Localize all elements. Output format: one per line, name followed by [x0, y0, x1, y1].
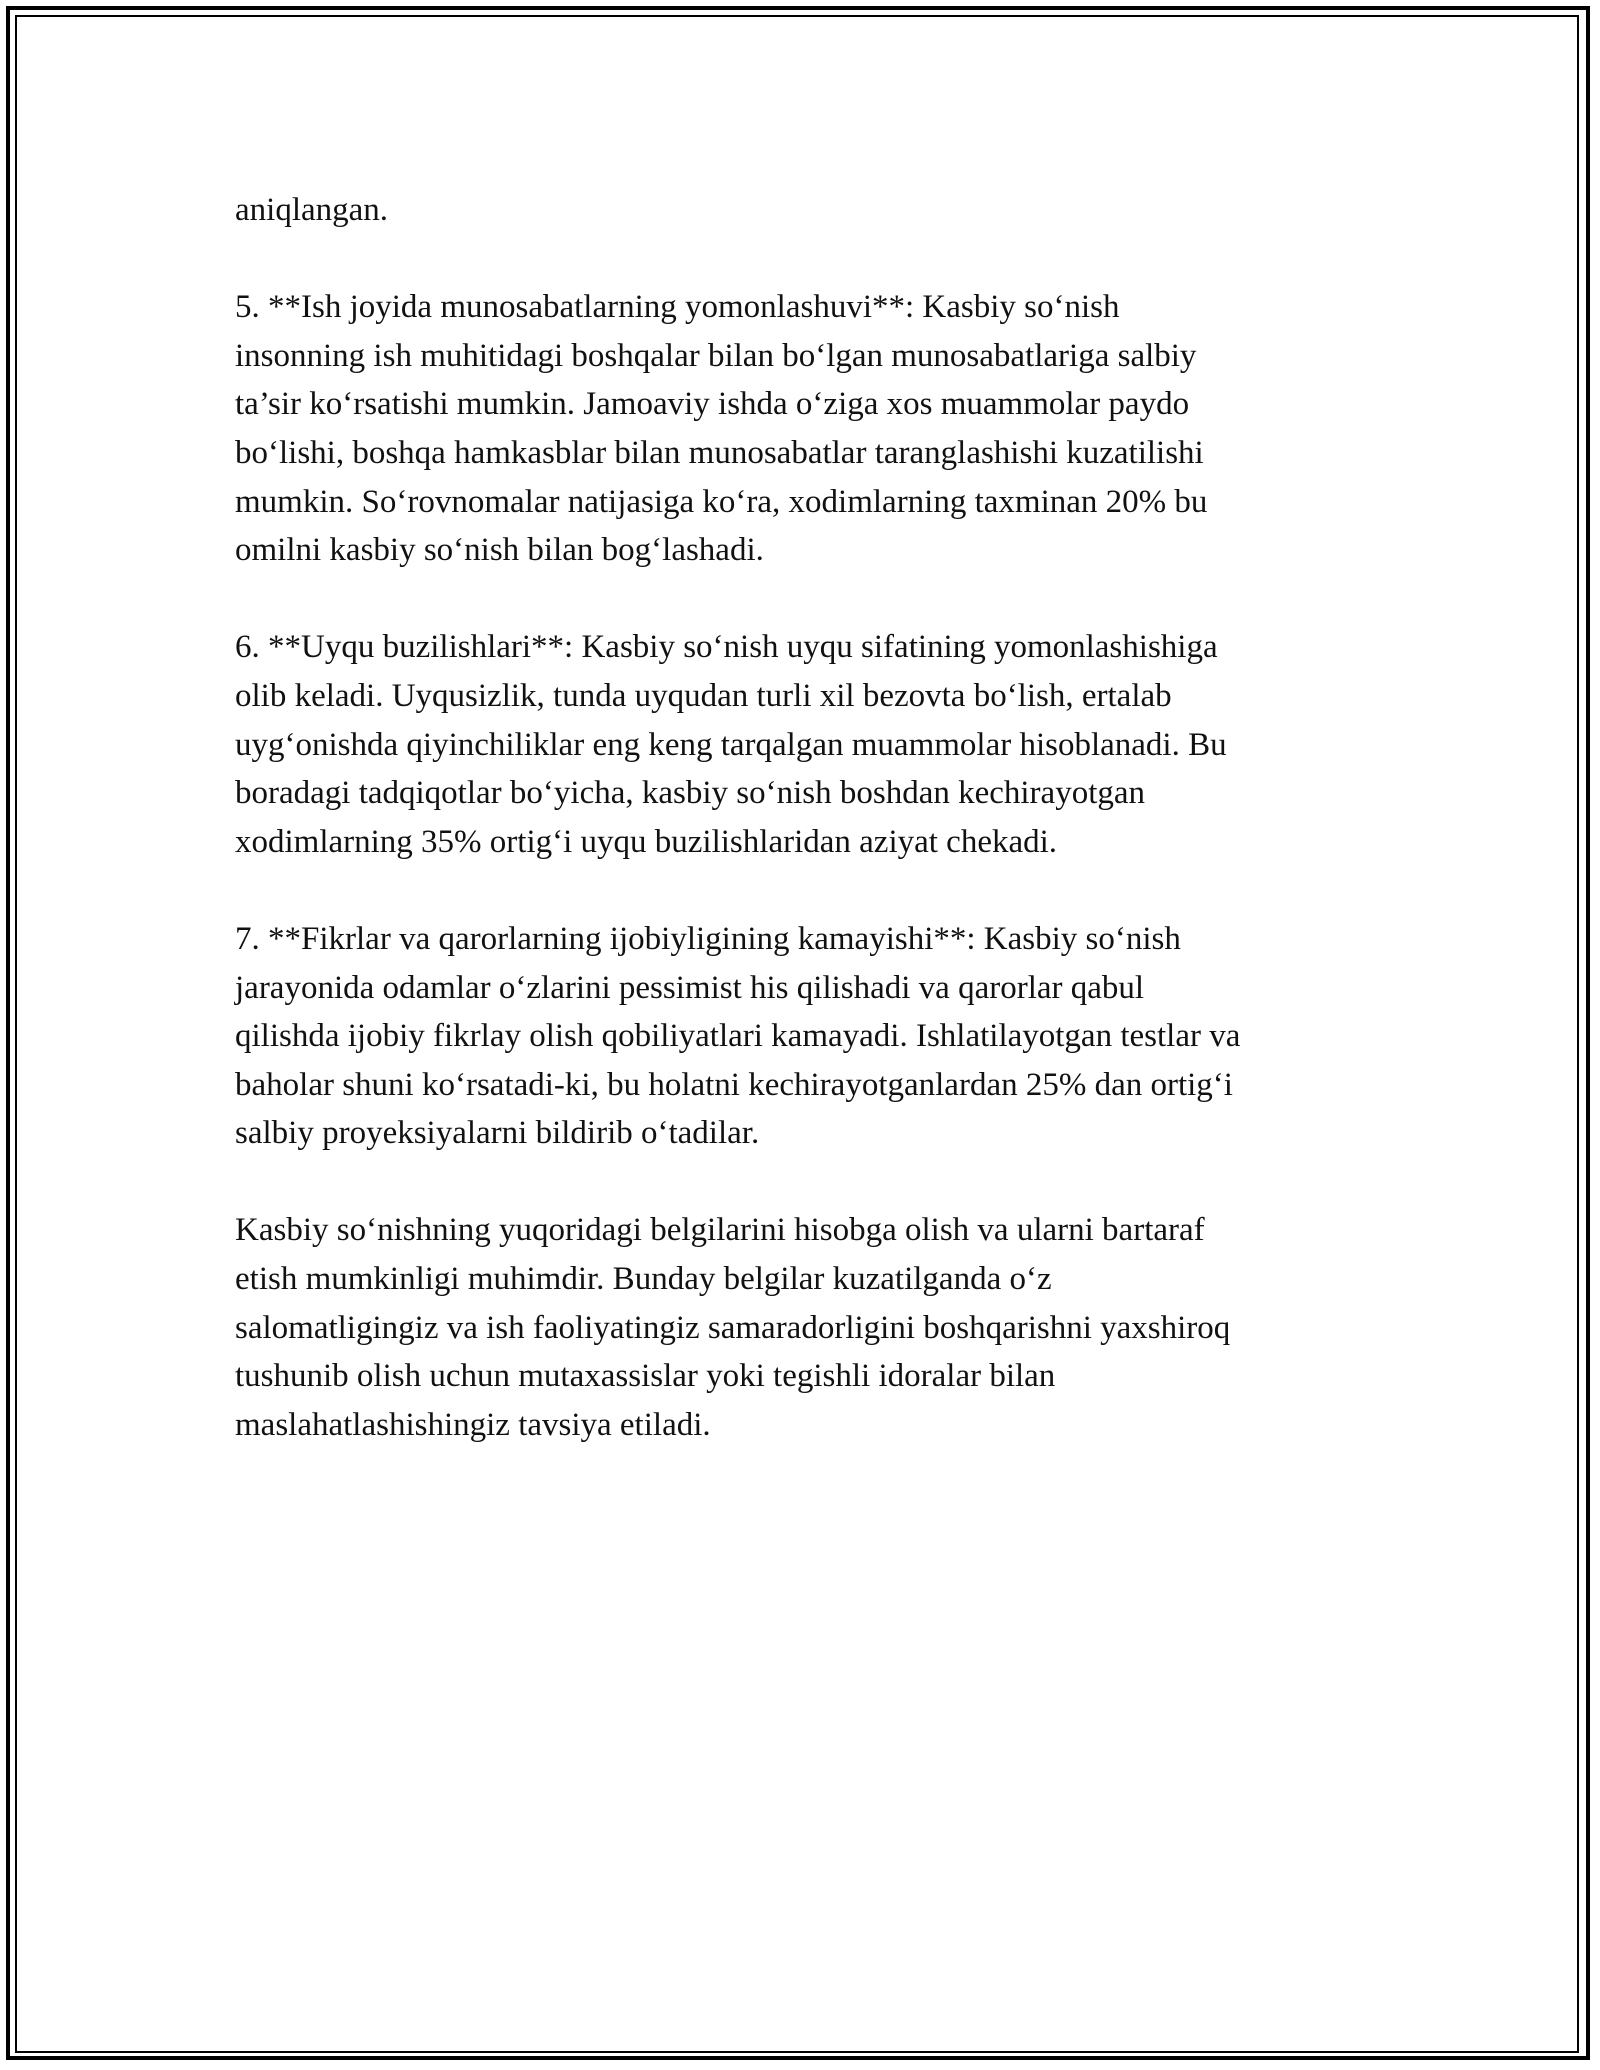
text-line: etish mumkinligi muhimdir. Bunday belgilar kuzatilganda o‘z	[235, 1261, 1052, 1298]
text-line: boradagi tadqiqotlar bo‘yicha, kasbiy so‘nish boshdan kechirayotgan	[235, 775, 1146, 812]
text-line: baholar shuni ko‘rsatadi-ki, bu holatni kechirayotganlardan 25% dan ortig‘i	[235, 1066, 1233, 1103]
text-line: Kasbiy so‘nishning yuqoridagi belgilarini hisobga olish va ularni bartaraf	[235, 1212, 1205, 1249]
paragraph-item-5	[235, 283, 1385, 575]
text-line: salomatligingiz va ish faoliyatingiz samaradorligini boshqarishni yaxshiroq	[235, 1309, 1231, 1346]
document-body	[235, 186, 1385, 1498]
text-line: salbiy proyeksiyalarni bildirib o‘tadilar.	[235, 1115, 760, 1152]
text-line: uyg‘onishda qiyinchiliklar eng keng tarqalgan muammolar hisoblanadi. Bu	[235, 726, 1227, 763]
paragraph-item-7	[235, 915, 1385, 1158]
text-line: 7. **Fikrlar va qarorlarning ijobiyligining kamayishi**: Kasbiy so‘nish	[235, 920, 1181, 957]
text-line: mumkin. So‘rovnomalar natijasiga ko‘ra, xodimlarning taxminan 20% bu	[235, 483, 1208, 520]
text-line: olib keladi. Uyqusizlik, tunda uyqudan turli xil bezovta bo‘lish, ertalab	[235, 677, 1172, 714]
text-line: tushunib olish uchun mutaxassislar yoki tegishli idoralar bilan	[235, 1358, 1056, 1395]
text-line: xodimlarning 35% ortig‘i uyqu buzilishlaridan aziyat chekadi.	[235, 823, 1058, 860]
text-line: bo‘lishi, boshqa hamkasblar bilan munosabatlar taranglashishi kuzatilishi	[235, 434, 1204, 471]
paragraph-continuation	[235, 186, 1385, 235]
text-line: 6. **Uyqu buzilishlari**: Kasbiy so‘nish uyqu sifatining yomonlashishiga	[235, 629, 1218, 666]
paragraph-item-6	[235, 623, 1385, 866]
text-line: maslahatlashishingiz tavsiya etiladi.	[235, 1406, 711, 1443]
text-line: ta’sir ko‘rsatishi mumkin. Jamoaviy ishda o‘ziga xos muammolar paydo	[235, 386, 1190, 423]
paragraph-conclusion	[235, 1206, 1385, 1449]
text-line: aniqlangan.	[235, 192, 389, 228]
text-line: 5. **Ish joyida munosabatlarning yomonlashuvi**: Kasbiy so‘nish	[235, 289, 1120, 326]
text-line: qilishda ijobiy fikrlay olish qobiliyatlari kamayadi. Ishlatilayotgan testlar va	[235, 1018, 1241, 1055]
text-line: jarayonida odamlar o‘zlarini pessimist his qilishadi va qarorlar qabul	[235, 969, 1145, 1006]
text-line: omilni kasbiy so‘nish bilan bog‘lashadi.	[235, 532, 764, 569]
text-line: insonning ish muhitidagi boshqalar bilan bo‘lgan munosabatlariga salbiy	[235, 337, 1197, 374]
